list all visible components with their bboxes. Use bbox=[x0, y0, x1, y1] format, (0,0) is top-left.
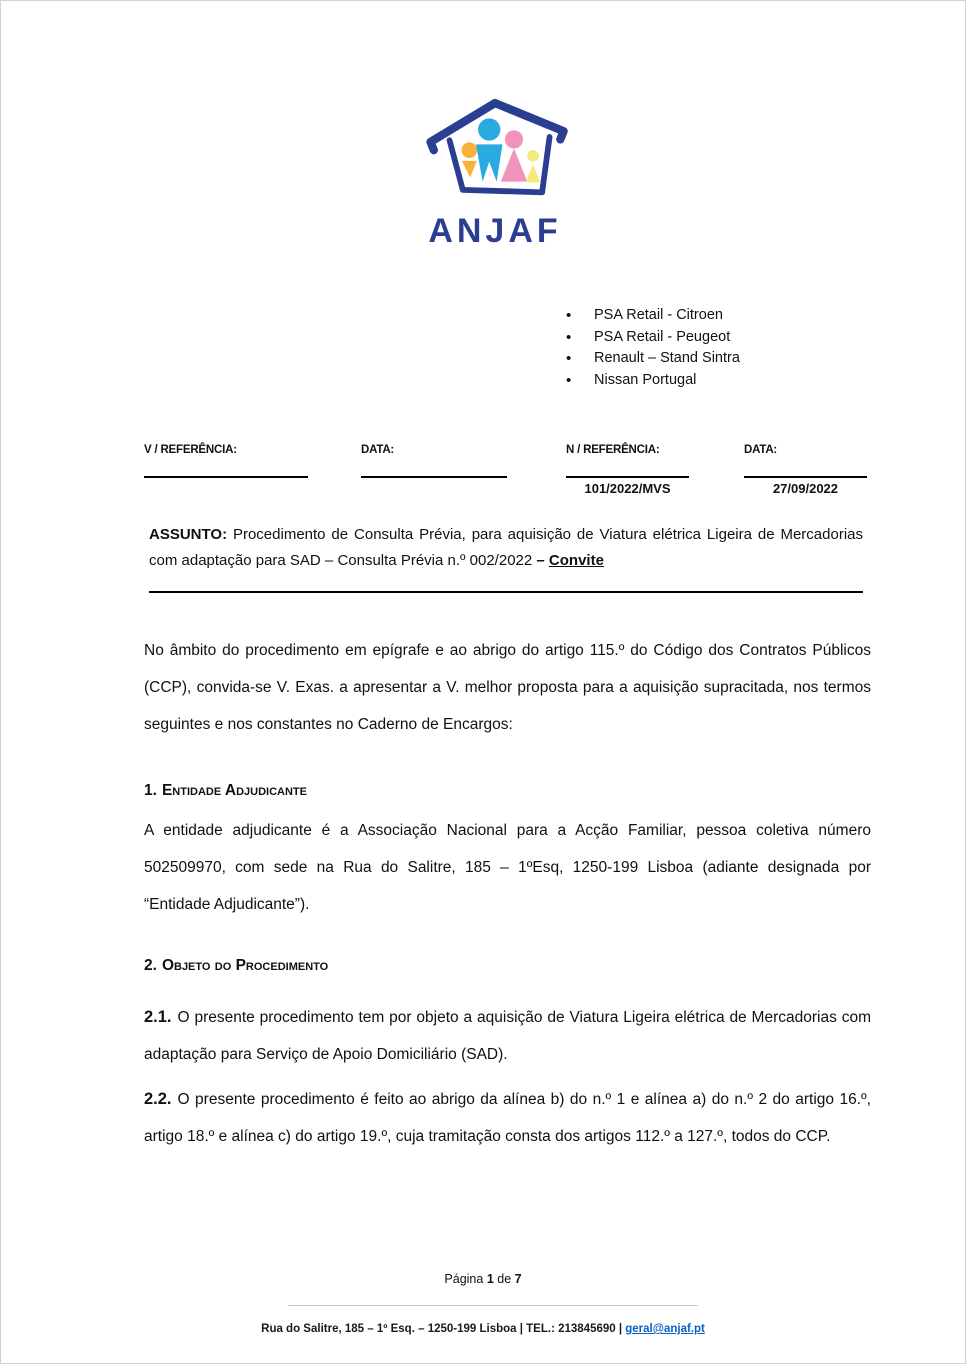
footer-address bbox=[1, 1323, 965, 1335]
logo-block bbox=[13, 89, 966, 248]
blue-figure-body bbox=[476, 144, 502, 181]
section-2-item-2 bbox=[144, 1081, 871, 1155]
recipient-item: • PSA Retail - Citroen bbox=[564, 305, 740, 327]
orange-figure-head bbox=[462, 142, 478, 158]
of-label: de bbox=[493, 1272, 515, 1286]
yellow-figure-head bbox=[527, 150, 539, 162]
subject-dash: – bbox=[536, 552, 549, 569]
subject-label: ASSUNTO: bbox=[149, 526, 228, 543]
page-number: 1 bbox=[486, 1272, 494, 1286]
page-indicator bbox=[1, 1272, 965, 1286]
ref-label: DATA: bbox=[744, 444, 778, 456]
ref-underline bbox=[566, 476, 689, 478]
pink-figure-body bbox=[501, 149, 527, 182]
item-number: 2.1. bbox=[144, 1008, 172, 1026]
ref-label: N / REFERÊNCIA: bbox=[566, 444, 660, 456]
ref-field-data-2 bbox=[744, 444, 867, 496]
ref-value: 27/09/2022 bbox=[772, 481, 839, 496]
ref-field-n-referencia bbox=[566, 444, 689, 496]
item-text: O presente procedimento é feito ao abrigo da alínea b) do n.º 1 e alínea a) do n.º 2 do artigo 16.º, artigo 18.º e alínea c) do artigo 19.º, cuja tramitação consta dos artigos 112.º a 127.º, todos do CCP. bbox=[144, 1091, 871, 1145]
recipient-item: • Renault – Stand Sintra bbox=[564, 348, 740, 370]
ref-label: V / REFERÊNCIA: bbox=[144, 444, 237, 456]
intro-paragraph: No âmbito do procedimento em epígrafe e ao abrigo do artigo 115.º do Código dos Contratos Públicos (CCP), convida-se V. Exas. a apresentar a V. melhor proposta para a aquisição supracitada, nos termos seguintes e nos constantes no Caderno de Encargos: bbox=[144, 642, 871, 733]
recipients-list bbox=[564, 305, 740, 391]
section-title: Entidade Adjudicante bbox=[161, 782, 307, 799]
total-pages: 7 bbox=[514, 1272, 522, 1286]
section-1-heading bbox=[144, 782, 307, 800]
orange-figure-body bbox=[462, 161, 477, 178]
recipient-item: • PSA Retail - Peugeot bbox=[564, 327, 740, 349]
blue-figure-head bbox=[478, 118, 500, 140]
pink-figure-head bbox=[505, 130, 523, 148]
section-number: 2. bbox=[144, 957, 157, 974]
anjaf-house-family-icon bbox=[404, 89, 586, 213]
recipient-item: • Nissan Portugal bbox=[564, 370, 740, 392]
item-number: 2.2. bbox=[144, 1090, 172, 1108]
ref-value: 101/2022/MVS bbox=[584, 481, 671, 496]
footer-divider bbox=[288, 1305, 698, 1306]
ref-label: DATA: bbox=[361, 444, 395, 456]
ref-field-v-referencia bbox=[144, 444, 308, 481]
section-2-item-1 bbox=[144, 999, 871, 1073]
email-link[interactable]: geral@anjaf.pt bbox=[625, 1323, 705, 1335]
ref-underline bbox=[744, 476, 867, 478]
item-text: O presente procedimento tem por objeto a aquisição de Viatura Ligeira elétrica de Mercadorias com adaptação para Serviço de Apoio Domiciliário (SAD). bbox=[144, 1009, 871, 1063]
ref-field-data-1 bbox=[361, 444, 507, 481]
reference-row bbox=[144, 444, 871, 508]
ref-underline bbox=[144, 476, 308, 478]
address-text: Rua do Salitre, 185 – 1º Esq. – 1250-199 Lisboa | TEL.: 213845690 | bbox=[261, 1323, 626, 1335]
section-number: 1. bbox=[144, 782, 157, 799]
section-2-heading bbox=[144, 957, 328, 975]
section-title: Objeto do Procedimento bbox=[161, 957, 329, 974]
section-1-paragraph: A entidade adjudicante é a Associação Nacional para a Acção Familiar, pessoa coletiva número 502509970, com sede na Rua do Salitre, 185 – 1ºEsq, 1250-199 Lisboa (adiante designada por “Entidade Adjudicante”). bbox=[144, 822, 871, 913]
subject-text: Procedimento de Consulta Prévia, para aquisição de Viatura elétrica Ligeira de Mercadorias com adaptação para SAD – Consulta Prévia n.º 002/2022 bbox=[149, 526, 863, 569]
subject-block bbox=[149, 522, 863, 574]
subject-divider bbox=[149, 591, 863, 593]
page-label: Página bbox=[444, 1272, 487, 1286]
yellow-figure-body bbox=[526, 164, 541, 182]
ref-underline bbox=[361, 476, 507, 478]
org-name: ANJAF bbox=[428, 212, 562, 250]
subject-emphasis: Convite bbox=[548, 552, 604, 569]
